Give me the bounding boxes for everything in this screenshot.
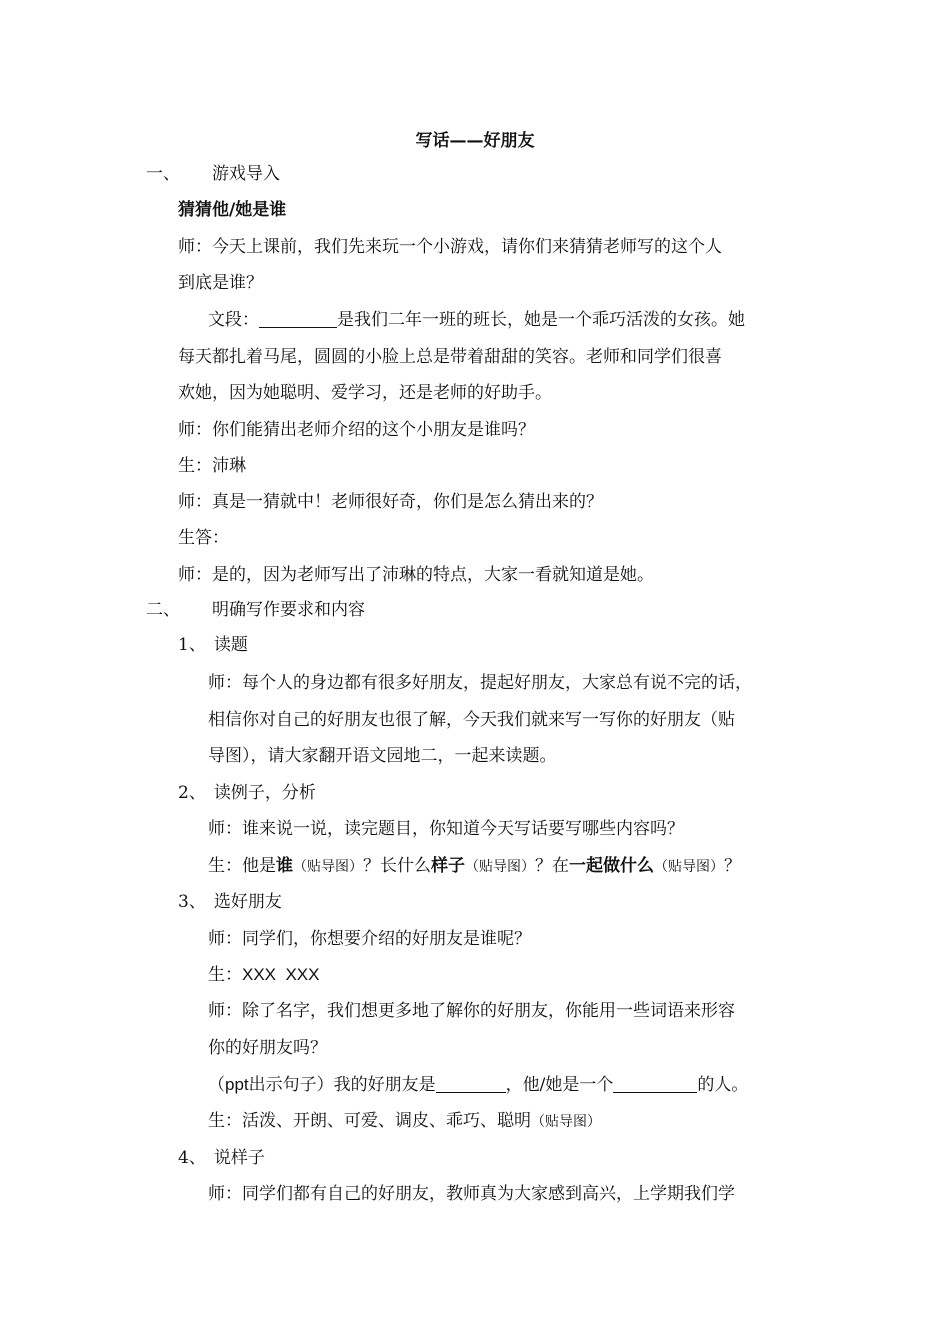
section-number: 二、 xyxy=(146,600,180,620)
text-run: （ xyxy=(208,1075,225,1095)
bold-keyword: 谁 xyxy=(276,856,293,876)
annotation: （贴导图） xyxy=(293,859,363,875)
bold-keyword: 样子 xyxy=(431,856,465,876)
paragraph-line: 到底是谁？ xyxy=(178,273,263,293)
text-run: ppt xyxy=(225,1075,249,1094)
paragraph-line xyxy=(208,1073,748,1097)
paragraph-line: 师：同学们都有自己的好朋友，教师真为大家感到高兴，上学期我们学 xyxy=(208,1184,735,1204)
annotation: （贴导图） xyxy=(531,1114,601,1130)
section-number: 一、 xyxy=(146,164,180,184)
paragraph-line: 师：真是一猜就中！老师很好奇，你们是怎么猜出来的？ xyxy=(178,492,603,512)
section-1-heading xyxy=(146,162,280,186)
item-number: 2、 xyxy=(178,783,206,803)
text-run: 文段： xyxy=(208,310,259,330)
item-1-heading xyxy=(178,633,248,657)
item-3-heading xyxy=(178,890,282,914)
paragraph-line xyxy=(208,308,745,332)
paragraph-line xyxy=(208,854,741,879)
annotation: （贴导图） xyxy=(465,859,535,875)
annotation: （贴导图） xyxy=(654,859,724,875)
paragraph-line: 师：你们能猜出老师介绍的这个小朋友是谁吗？ xyxy=(178,420,535,440)
item-2-heading xyxy=(178,781,316,805)
section-2-heading xyxy=(146,598,365,622)
subheading: 猜猜他/她是谁 xyxy=(178,200,287,220)
paragraph-line: 每天都扎着马尾，圆圆的小脸上总是带着甜甜的笑容。老师和同学们很喜 xyxy=(178,347,722,367)
paragraph-line: 师：每个人的身边都有很多好朋友，提起好朋友，大家总有说不完的话， xyxy=(208,673,752,693)
text-run: 是我们二年一班的班长，她是一个乖巧活泼的女孩。她 xyxy=(337,310,745,330)
text-run: ？ xyxy=(724,856,741,876)
paragraph-line: 生答： xyxy=(178,528,229,548)
friend-names: XXX XXX xyxy=(242,965,320,984)
paragraph-line xyxy=(208,963,319,987)
fill-blank xyxy=(259,309,337,328)
text-run: 出示句子）我的好朋友是 xyxy=(248,1075,436,1095)
fill-blank xyxy=(436,1074,506,1093)
paragraph-line: 师：今天上课前，我们先来玩一个小游戏，请你们来猜猜老师写的这个人 xyxy=(178,237,722,257)
paragraph-line: 欢她，因为她聪明、爱学习，还是老师的好助手。 xyxy=(178,383,552,403)
fill-blank xyxy=(613,1074,697,1093)
item-4-heading xyxy=(178,1146,265,1170)
item-number: 4、 xyxy=(178,1148,206,1168)
item-title: 说样子 xyxy=(213,1148,265,1168)
paragraph-line: 师：除了名字，我们想更多地了解你的好朋友，你能用一些词语来形容 xyxy=(208,1001,735,1021)
document-title: 写话——好朋友 xyxy=(415,131,535,151)
item-number: 3、 xyxy=(178,892,206,912)
section-title: 游戏导入 xyxy=(212,164,280,184)
text-run: 的人。 xyxy=(697,1075,749,1095)
item-title: 读题 xyxy=(213,635,248,655)
item-title: 读例子，分析 xyxy=(213,783,316,803)
text-run: ？在 xyxy=(535,856,569,876)
paragraph-line: 师：谁来说一说，读完题目，你知道今天写话要写哪些内容吗？ xyxy=(208,819,684,839)
text-run: 生：活泼、开朗、可爱、调皮、乖巧、聪明 xyxy=(208,1111,531,1131)
text-run: ？长什么 xyxy=(363,856,431,876)
paragraph-line: 生：沛琳 xyxy=(178,456,246,476)
paragraph-line: 你的好朋友吗？ xyxy=(208,1038,327,1058)
bold-keyword: 一起做什么 xyxy=(569,856,654,876)
paragraph-line: 导图），请大家翻开语文园地二，一起来读题。 xyxy=(208,746,557,766)
paragraph-line: 师：是的，因为老师写出了沛琳的特点，大家一看就知道是她。 xyxy=(178,565,654,585)
text-run: 生： xyxy=(208,965,242,985)
item-title: 选好朋友 xyxy=(213,892,282,912)
text-run: ，他/她是一个 xyxy=(505,1075,614,1095)
item-number: 1、 xyxy=(178,635,206,655)
paragraph-line: 相信你对自己的好朋友也很了解，今天我们就来写一写你的好朋友（贴 xyxy=(208,710,735,730)
paragraph-line xyxy=(208,1109,601,1134)
section-title: 明确写作要求和内容 xyxy=(212,600,365,620)
paragraph-line: 师：同学们，你想要介绍的好朋友是谁呢？ xyxy=(208,929,531,949)
text-run: 生：他是 xyxy=(208,856,276,876)
